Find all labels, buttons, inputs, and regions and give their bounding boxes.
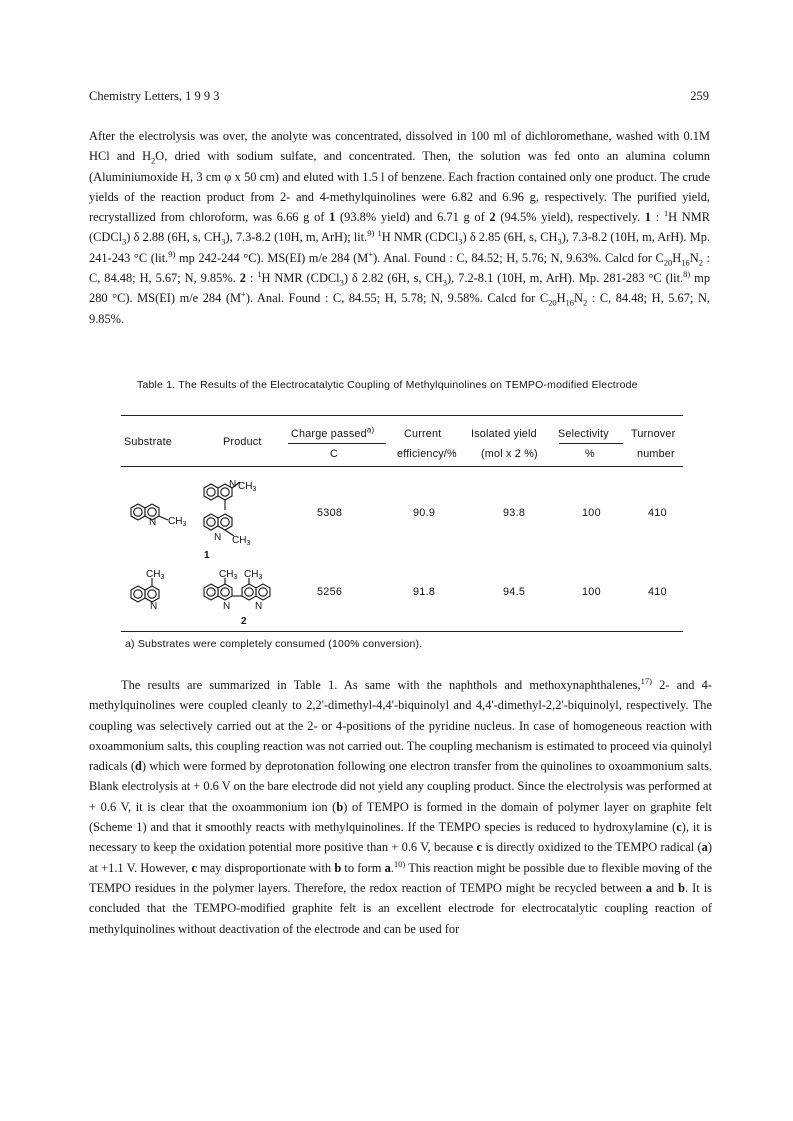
substrate2-ch3-label: $CH_3$ xyxy=(146,569,165,581)
row1-yield: 93.8 xyxy=(503,507,526,519)
table-header-rule xyxy=(121,466,683,467)
table-top-rule xyxy=(121,415,683,416)
product1-bottom-ch3-label: $CH_3$ xyxy=(232,535,251,547)
product2-left-ch3-label: $CH_3$ xyxy=(219,569,238,581)
page-number: 259 xyxy=(690,89,709,103)
journal-name: Chemistry Letters, 1 9 9 3 xyxy=(89,89,220,103)
substrate1-n-label: N xyxy=(149,517,157,528)
header-charge: Charge passed$^{a)}$ xyxy=(291,425,375,440)
product1-top-ch3-label: $CH_3$ xyxy=(238,481,257,493)
product2-right-n-label: N xyxy=(255,601,263,612)
header-substrate: Substrate xyxy=(124,436,173,448)
structures-svg xyxy=(120,468,290,630)
row2-selectivity: 100 xyxy=(582,586,601,598)
header-product: Product xyxy=(223,436,262,448)
header-current-unit: efficiency/% xyxy=(397,448,457,460)
header-charge-unit: C xyxy=(330,448,338,460)
header-current: Current xyxy=(404,428,442,440)
product1-bottom-n-label: N xyxy=(214,532,222,543)
header-turnover: Turnover xyxy=(631,428,676,440)
header-selectivity-unit: % xyxy=(585,448,595,460)
row1-selectivity: 100 xyxy=(582,507,601,519)
table-footnote: a) Substrates were completely consumed (100% conversion). xyxy=(125,638,423,650)
substrate2-n-label: N xyxy=(150,601,158,612)
experimental-paragraph: After the electrolysis was over, the anolyte was concentrated, dissolved in 100 ml of dichloromethane, washed with 0.1M HCl and $H_2O$, dried with sodium sulfate, and concentrated. Then, the solution was fed onto an alumina column (Aluminiumoxide H, 3 cm φ x 50 cm) and eluted with 1.5 l of benzene. Each fraction contained only one product. The crude yields of the reaction product from 2- and 4-methylquinolines were 6.82 and 6.96 g, respectively. The purified yield, recrystallized from chloroform, was 6.66 g of 1 (93.8% yield) and 6.71 g of 2 (94.5% yield), respectively. 1 : $^1$H NMR (CDCl$_3$) δ 2.88 (6H, s, $CH_3$), 7.3-8.2 (10H, m, ArH); lit.$^{9)}$ $^1$H NMR (CDCl$_3$) δ 2.85 (6H, s, $CH_3$), 7.3-8.2 (10H, m, ArH). Mp. 241-243 °C (lit.$^{9)}$ mp 242-244 °C). MS(EI) m/e 284 (M+). Anal. Found : C, 84.52; H, 5.76; N, 9.63%. Calcd for $C_{20}H_{16}N_2$ : C, 84.48; H, 5.67; N, 9.85%. 2 : $^1$H NMR (CDCl$_3$) δ 2.82 (6H, s, $CH_3$), 7.2-8.1 (10H, m, ArH). Mp. 281-283 °C (lit.$^{8)}$ mp 280 °C). MS(EI) m/e 284 (M+). Anal. Found : C, 84.55; H, 5.78; N, 9.58%. Calcd for $C_{20}H_{16}N_2$ : C, 84.48; H, 5.67; N, 9.85%. xyxy=(89,129,711,326)
row2-charge: 5256 xyxy=(317,586,343,598)
header-isolated: Isolated yield xyxy=(471,428,537,440)
header-selectivity: Selectivity xyxy=(558,428,609,440)
product2-right-ch3-label: $CH_3$ xyxy=(244,569,263,581)
product2-number: 2 xyxy=(241,616,247,627)
results-paragraph: The results are summarized in Table 1. As same with the naphthols and methoxynaphthalenes,$^{17)}$ 2- and 4-methylquinolines were coupled cleanly to 2,2'-dimethyl-4,4'-biquinolyl and 4,4'-dimethyl-2,2'-biquinolyl, respectively. The coupling was selectively carried out at the 2- or 4-positions of the pyridine nucleus. In case of homogeneous reaction with oxoammonium salts, this coupling reaction was not carried out. The coupling mechanism is estimated to proceed via quinolyl radicals (d) which were formed by deprotonation following one electron transfer from the quinolines to oxoammonium salts. Blank electrolysis at + 0.6 V on the bare electrode did not yield any coupling product. Since the electrolysis was performed at + 0.6 V, it is clear that the oxoammonium ion (b) of TEMPO is formed in the domain of polymer layer on graphite felt (Scheme 1) and that it smoothly reacts with methylquinolines. If the TEMPO species is reduced to hydroxylamine (c), it is necessary to keep the oxidation potential more positive than + 0.6 V, because c is directly oxidized to the TEMPO radical (a) at +1.1 V. However, c may disproportionate with b to form a.$^{10)}$ This reaction might be possible due to flexible moving of the TEMPO residues in the polymer layers. Therefore, the redox reaction of TEMPO might be recycled between a and b. It is concluded that the TEMPO-modified graphite felt is an excellent electrode for electrocatalytic coupling reaction of methylquinolines without deactivation of the electrode and can be used for xyxy=(89,675,713,936)
row2-turnover: 410 xyxy=(648,586,667,598)
selectivity-header-rule xyxy=(559,443,623,444)
structure-product-1 xyxy=(204,482,240,536)
charge-header-rule xyxy=(288,443,386,444)
table-caption: Table 1. The Results of the Electrocatalytic Coupling of Methylquinolines on TEMPO-modified Electrode xyxy=(137,379,638,391)
table-bottom-rule xyxy=(121,631,683,632)
substrate1-ch3-label: $CH_3$ xyxy=(168,516,187,528)
product1-number: 1 xyxy=(204,550,210,561)
structure-4-methylquinoline xyxy=(131,578,159,602)
row1-charge: 5308 xyxy=(317,507,343,519)
row1-current: 90.9 xyxy=(413,507,436,519)
header-isolated-unit: (mol x 2 %) xyxy=(481,448,538,460)
running-header xyxy=(89,89,709,107)
product2-left-n-label: N xyxy=(223,601,231,612)
header-turnover-unit: number xyxy=(637,448,675,460)
row1-turnover: 410 xyxy=(648,507,667,519)
row2-yield: 94.5 xyxy=(503,586,526,598)
row2-current: 91.8 xyxy=(413,586,436,598)
structure-product-2 xyxy=(204,578,270,600)
product1-top-n-label: N xyxy=(229,479,237,490)
